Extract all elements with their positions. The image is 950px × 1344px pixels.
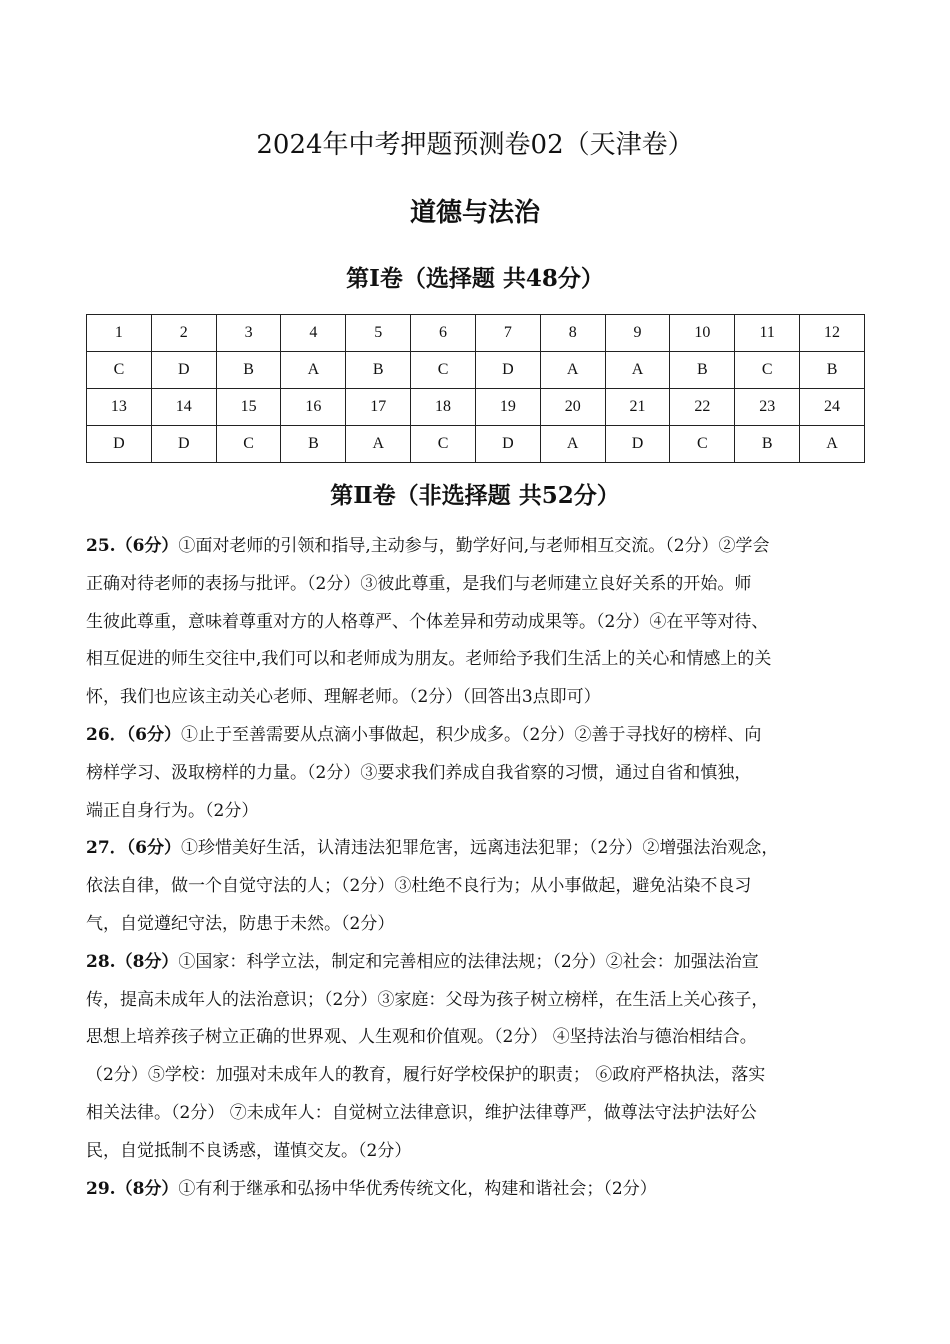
question-label: 27．（6分） bbox=[86, 838, 181, 859]
question-number-cell: 7 bbox=[475, 315, 540, 352]
answer-table bbox=[86, 314, 865, 463]
answer-cell: A bbox=[605, 352, 670, 389]
question-number-cell: 24 bbox=[800, 389, 865, 426]
question-answer bbox=[86, 528, 876, 717]
answer-line bbox=[86, 868, 876, 906]
answer-line bbox=[86, 830, 876, 868]
answer-text: （2分）⑤学校：加强对未成年人的教育，履行好学校保护的职责； ⑥政府严格执法，落实 bbox=[86, 1065, 766, 1086]
question-number-cell: 13 bbox=[87, 389, 152, 426]
question-number-cell: 6 bbox=[411, 315, 476, 352]
section-2-heading: 第Ⅱ卷（非选择题 共52分） bbox=[330, 482, 620, 509]
question-number-cell: 10 bbox=[670, 315, 735, 352]
answer-line bbox=[86, 566, 876, 604]
question-number-cell: 4 bbox=[281, 315, 346, 352]
answer-cell: B bbox=[800, 352, 865, 389]
answer-cell: A bbox=[281, 352, 346, 389]
answer-cell: D bbox=[151, 352, 216, 389]
section-1-heading: 第Ⅰ卷（选择题 共48分） bbox=[346, 265, 604, 292]
question-number-cell: 16 bbox=[281, 389, 346, 426]
answer-text: ①有利于继承和弘扬中华优秀传统文化，构建和谐社会；（2分） bbox=[178, 1178, 657, 1199]
answer-line bbox=[86, 906, 876, 944]
answer-cell: A bbox=[540, 352, 605, 389]
answer-line bbox=[86, 1095, 876, 1133]
question-number-row bbox=[87, 389, 865, 426]
answer-line bbox=[86, 1171, 876, 1209]
answer-cell: A bbox=[540, 426, 605, 463]
answer-cell: C bbox=[670, 426, 735, 463]
answer-text: 怀，我们也应该主动关心老师、理解老师。（2分）（回答出3点即可） bbox=[86, 687, 601, 708]
answer-text: 端正自身行为。（2分） bbox=[86, 800, 259, 821]
question-answer bbox=[86, 1171, 876, 1209]
question-number-cell: 19 bbox=[475, 389, 540, 426]
answer-cell: D bbox=[605, 426, 670, 463]
answer-cell: D bbox=[475, 352, 540, 389]
answer-text: 气，自觉遵纪守法，防患于未然。（2分） bbox=[86, 913, 395, 934]
question-number-cell: 20 bbox=[540, 389, 605, 426]
answer-text: ①止于至善需要从点滴小事做起，积少成多。（2分）②善于寻找好的榜样、向 bbox=[181, 724, 762, 745]
answer-text: 传，提高未成年人的法治意识；（2分）③家庭：父母为孩子树立榜样，在生活上关心孩子， bbox=[86, 989, 769, 1010]
question-number-cell: 23 bbox=[735, 389, 800, 426]
answer-line bbox=[86, 1057, 876, 1095]
question-number-cell: 12 bbox=[800, 315, 865, 352]
answer-cell: A bbox=[346, 426, 411, 463]
question-number-cell: 18 bbox=[411, 389, 476, 426]
answer-text: 思想上培养孩子树立正确的世界观、人生观和价值观。（2分） ④坚持法治与德治相结合。 bbox=[86, 1027, 757, 1048]
answer-row bbox=[87, 426, 865, 463]
answer-cell: C bbox=[87, 352, 152, 389]
answer-line bbox=[86, 793, 876, 831]
answer-line bbox=[86, 755, 876, 793]
question-number-cell: 8 bbox=[540, 315, 605, 352]
answer-cell: B bbox=[346, 352, 411, 389]
question-label: 25.（6分） bbox=[86, 536, 179, 556]
answer-cell: C bbox=[411, 426, 476, 463]
question-answer bbox=[86, 944, 876, 1171]
answer-cell: B bbox=[281, 426, 346, 463]
answer-text: ①珍惜美好生活，认清违法犯罪危害，远离违法犯罪；（2分）②增强法治观念， bbox=[181, 838, 779, 859]
answer-text: 榜样学习、汲取榜样的力量。（2分）③要求我们养成自我省察的习惯，通过自省和慎独， bbox=[86, 762, 752, 783]
answer-row bbox=[87, 352, 865, 389]
question-number-cell: 2 bbox=[151, 315, 216, 352]
answer-line bbox=[86, 982, 876, 1020]
question-number-cell: 9 bbox=[605, 315, 670, 352]
question-number-cell: 11 bbox=[735, 315, 800, 352]
answer-cell: D bbox=[151, 426, 216, 463]
answer-line bbox=[86, 944, 876, 982]
answer-cell: D bbox=[87, 426, 152, 463]
answer-line bbox=[86, 1133, 876, 1171]
answer-text: ①国家：科学立法，制定和完善相应的法律法规；（2分）②社会：加强法治宣 bbox=[178, 951, 759, 972]
question-number-cell: 15 bbox=[216, 389, 281, 426]
answer-line bbox=[86, 1019, 876, 1057]
question-label: 29.（8分） bbox=[86, 1178, 179, 1199]
answer-cell: C bbox=[216, 426, 281, 463]
answer-cell: B bbox=[735, 426, 800, 463]
answer-cell: B bbox=[216, 352, 281, 389]
answer-text: 正确对待老师的表扬与批评。（2分）③彼此尊重，是我们与老师建立良好关系的开始。师 bbox=[86, 573, 752, 594]
answer-text: 相关法律。（2分） ⑦未成年人：自觉树立法律意识，维护法律尊严，做尊法守法护法好公 bbox=[86, 1102, 757, 1123]
answer-cell: C bbox=[735, 352, 800, 389]
answer-line bbox=[86, 717, 876, 755]
answer-cell: D bbox=[475, 426, 540, 463]
answer-cell: B bbox=[670, 352, 735, 389]
question-number-cell: 17 bbox=[346, 389, 411, 426]
answer-text: 依法自律，做一个自觉守法的人；（2分）③杜绝不良行为；从小事做起，避免沾染不良习 bbox=[86, 876, 752, 897]
question-number-row bbox=[87, 315, 865, 352]
answer-line bbox=[86, 679, 876, 717]
answer-cell: C bbox=[411, 352, 476, 389]
answer-line bbox=[86, 641, 876, 679]
question-number-cell: 3 bbox=[216, 315, 281, 352]
question-label: 28.（8分） bbox=[86, 951, 179, 972]
page-title: 2024年中考押题预测卷02（天津卷） bbox=[256, 130, 694, 160]
question-answer bbox=[86, 830, 876, 943]
subject-title: 道德与法治 bbox=[409, 198, 540, 228]
question-label: 26．（6分） bbox=[86, 724, 181, 745]
answer-text: 相互促进的师生交往中,我们可以和老师成为朋友。老师给予我们生活上的关心和情感上的关 bbox=[86, 649, 772, 670]
answer-line bbox=[86, 604, 876, 642]
answer-text: 民，自觉抵制不良诱惑，谨慎交友。（2分） bbox=[86, 1140, 412, 1161]
answer-text: 生彼此尊重，意味着尊重对方的人格尊严、个体差异和劳动成果等。（2分）④在平等对待、 bbox=[86, 611, 769, 632]
question-number-cell: 1 bbox=[87, 315, 152, 352]
question-number-cell: 5 bbox=[346, 315, 411, 352]
question-number-cell: 21 bbox=[605, 389, 670, 426]
answer-line bbox=[86, 528, 876, 566]
question-number-cell: 14 bbox=[151, 389, 216, 426]
answer-text: ①面对老师的引领和指导,主动参与，勤学好问,与老师相互交流。（2分）②学会 bbox=[178, 536, 770, 556]
answers-body bbox=[86, 528, 876, 1208]
answer-cell: A bbox=[800, 426, 865, 463]
question-number-cell: 22 bbox=[670, 389, 735, 426]
question-answer bbox=[86, 717, 876, 830]
